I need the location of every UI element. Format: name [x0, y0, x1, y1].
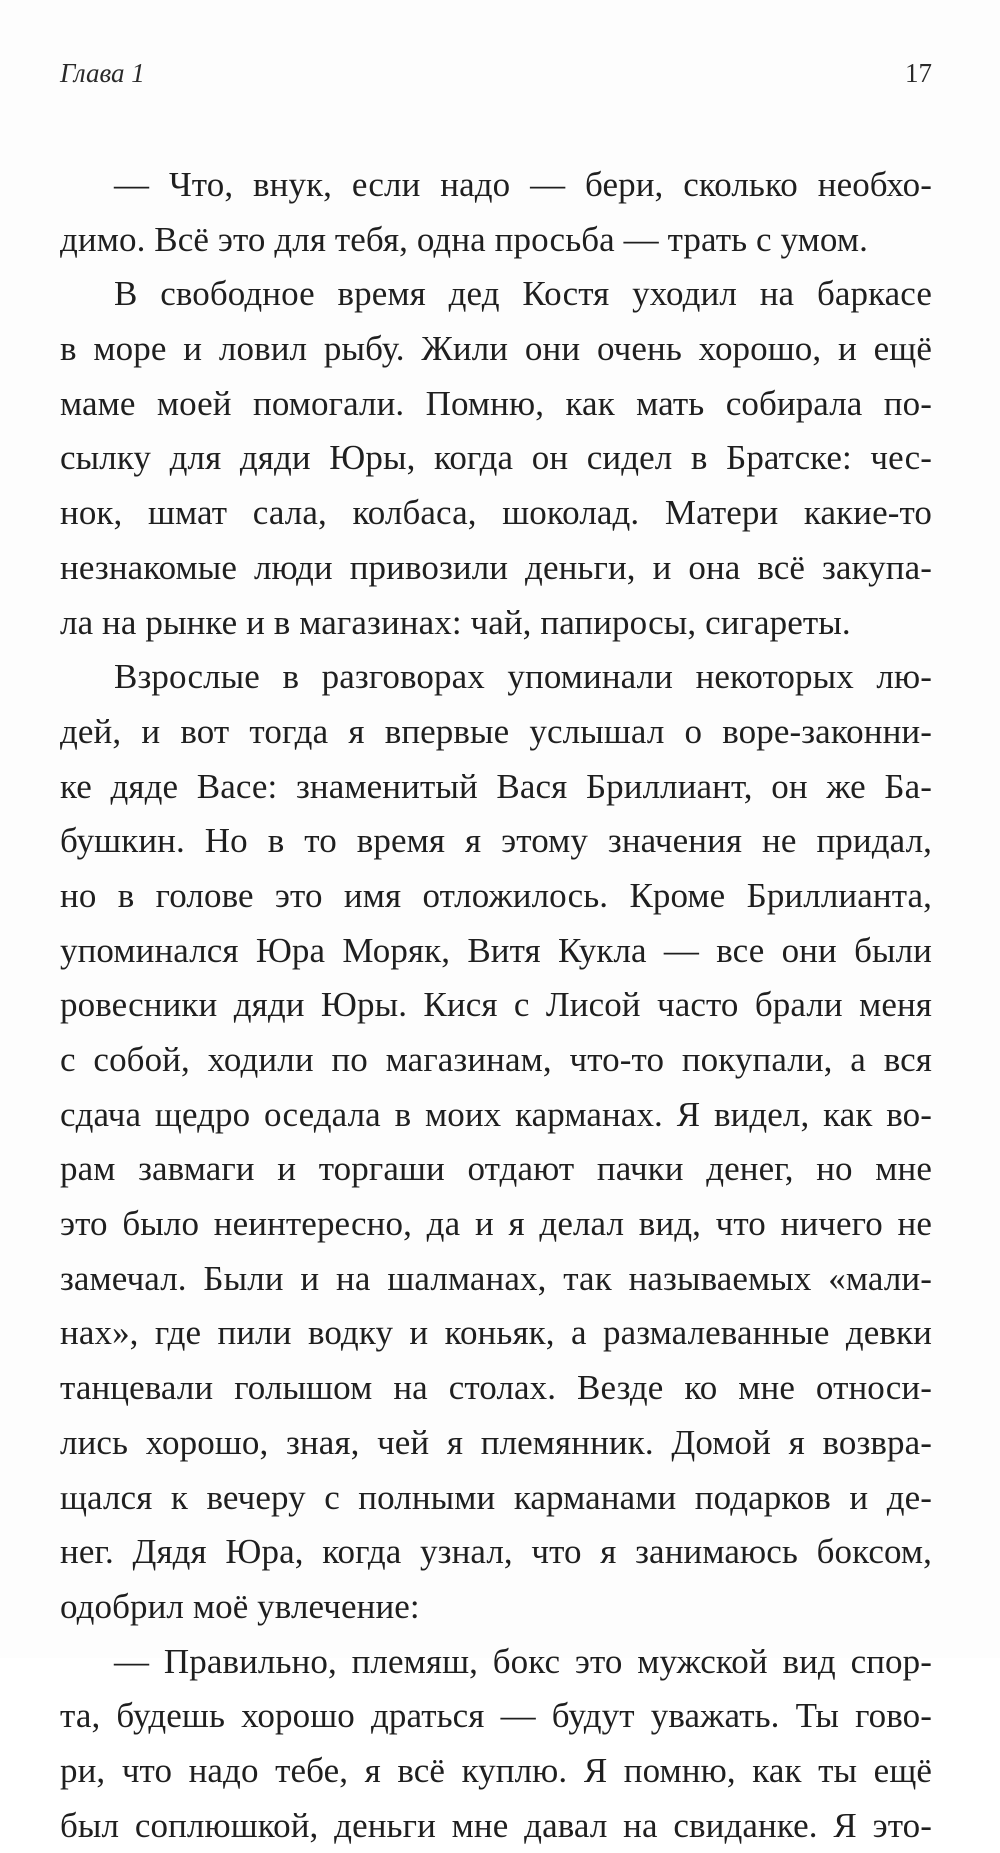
text-line: лись хорошо, зная, чей я племянник. Домой я возвра-	[60, 1422, 932, 1462]
text-line: маме моей помогали. Помню, как мать собирала по-	[60, 383, 932, 423]
text-line: — Что, внук, если надо — бери, сколько необхо-	[114, 165, 932, 204]
running-head	[60, 58, 932, 98]
text-line: Взрослые в разговорах упоминали некоторых лю-	[114, 657, 932, 697]
text-line: димо. Всё это для тебя, одна просьба — трать с умом.	[60, 219, 868, 259]
text-line: бушкин. Но в то время я этому значения не придал,	[60, 821, 932, 861]
text-line: В свободное время дед Костя уходил на баркасе	[114, 274, 932, 314]
text-line: но в голове это имя отложилось. Кроме Бриллианта,	[60, 875, 932, 915]
text-line: щался к вечеру с полными карманами подарков и де-	[60, 1477, 932, 1517]
text-line: та, будешь хорошо драться — будут уважать. Ты гово-	[60, 1696, 932, 1736]
text-line: в море и ловил рыбу. Жили они очень хорошо, и ещё	[60, 329, 932, 369]
chapter-label: Глава 1	[60, 58, 145, 88]
text-line: нок, шмат сала, колбаса, шоколад. Матери какие-то	[60, 493, 932, 533]
text-line: с собой, ходили по магазинам, что-то покупали, а вся	[60, 1040, 932, 1079]
text-line: одобрил моё увлечение:	[60, 1586, 420, 1626]
text-line: танцевали голышом на столах. Везде ко мне относи-	[60, 1368, 932, 1408]
text-line: сдача щедро оседала в моих карманах. Я видел, как во-	[60, 1094, 932, 1134]
text-line: это было неинтересно, да и я делал вид, что ничего не	[60, 1204, 932, 1244]
text-line: сылку для дяди Юры, когда он сидел в Братске: чес-	[60, 438, 932, 478]
text-line: упоминался Юра Моряк, Витя Кукла — все они были	[60, 930, 932, 970]
text-line: ла на рынке и в магазинах: чай, папиросы, сигареты.	[60, 602, 851, 642]
text-line: нег. Дядя Юра, когда узнал, что я занимаюсь боксом,	[60, 1532, 932, 1572]
text-line: ри, что надо тебе, я всё куплю. Я помню, как ты ещё	[60, 1750, 932, 1790]
body-text	[60, 158, 932, 1853]
text-line: ровесники дяди Юры. Кися с Лисой часто брали меня	[60, 985, 932, 1025]
text-line: дей, и вот тогда я впервые услышал о воре-законни-	[60, 711, 932, 751]
text-line: рам завмаги и торгаши отдают пачки денег, но мне	[60, 1149, 932, 1189]
text-line: — Правильно, племяш, бокс это мужской вид спор-	[114, 1641, 932, 1681]
text-line: замечал. Были и на шалманах, так называемых «мали-	[60, 1258, 932, 1298]
text-line: был соплюшкой, деньги мне давал на свиданке. Я это-	[60, 1805, 932, 1845]
text-line: ке дяде Васе: знаменитый Вася Бриллиант, он же Ба-	[60, 766, 932, 806]
page-number: 17	[905, 58, 932, 88]
text-line: незнакомые люди привозили деньги, и она всё закупа-	[60, 547, 932, 587]
text-line: нах», где пили водку и коньяк, а размалеванные девки	[60, 1313, 932, 1353]
